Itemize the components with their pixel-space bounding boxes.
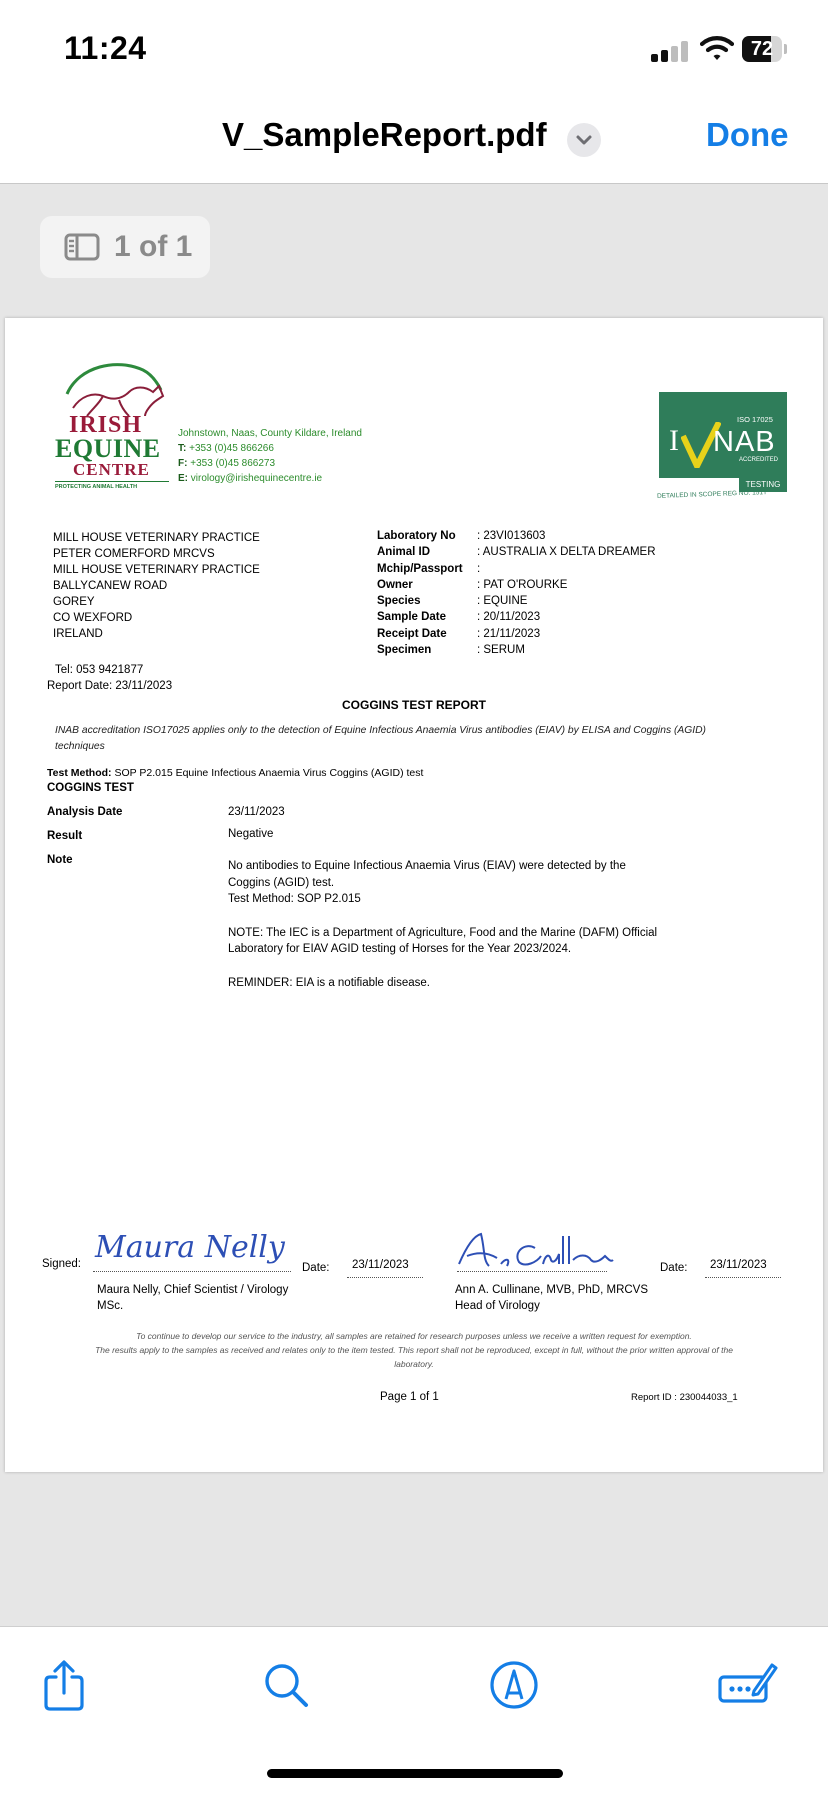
field-row: Sample Date : 20/11/2023 (377, 611, 541, 624)
lab-fax: +353 (0)45 866273 (190, 458, 276, 469)
client-phone: Tel: 053 9421877 (55, 664, 144, 676)
note-paragraph: NOTE: The IEC is a Department of Agriculture, Food and the Marine (DAFM) Official Laboratory for EIAV AGID testing of Horses for the Year 2023/2024. (228, 926, 658, 955)
document-title[interactable]: V_SampleReport.pdf (222, 116, 547, 153)
inab-reg: DETAILED IN SCOPE REG NO. 151T (656, 489, 768, 500)
battery-level: 72 (750, 38, 774, 60)
signatory2-name: Ann A. Cullinane, MVB, PhD, MRCVS (455, 1284, 649, 1296)
inab-note: INAB accreditation ISO17025 applies only to the detection of Equine Infectious Anaemia Virus antibodies (EIAV) by ELISA and Coggins (AGID) techniques (55, 725, 706, 752)
bottom-toolbar (0, 1626, 828, 1793)
lab-address: Johnstown, Naas, County Kildare, Ireland (178, 428, 362, 439)
edit-icon[interactable] (716, 1657, 772, 1713)
disclaimer-line: The results apply to the samples as received and relates only to the item tested. This report shall not be reproduced, except in full, without the prior written approval of the laboratory. (95, 1345, 733, 1369)
irish-equine-centre-logo (55, 356, 175, 496)
home-indicator (267, 1769, 563, 1778)
field-row: Animal ID : AUSTRALIA X DELTA DREAMER (377, 546, 656, 559)
chevron-down-icon[interactable] (567, 123, 601, 157)
inab-nab: NAB (713, 426, 776, 458)
signatory2-title: Head of Virology (455, 1300, 540, 1312)
signature-ann-cullinane (455, 1230, 615, 1274)
analysis-date-label: Analysis Date (47, 806, 123, 818)
report-date: Report Date: 23/11/2023 (47, 680, 173, 692)
logo-centre: CENTRE (73, 460, 150, 479)
status-time: 11:24 (64, 30, 147, 66)
client-line: PETER COMERFORD MRCVS (53, 548, 215, 560)
signatory1-name: Maura Nelly, Chief Scientist / Virology (97, 1284, 289, 1296)
logo-tagline: PROTECTING ANIMAL HEALTH (55, 484, 138, 490)
signatory1-qualification: MSc. (97, 1300, 124, 1312)
cellular-signal-icon (651, 40, 691, 62)
field-row: Receipt Date : 21/11/2023 (377, 627, 541, 640)
report-title: COGGINS TEST REPORT (341, 698, 486, 712)
date-label: Date: (302, 1262, 330, 1274)
search-icon[interactable] (258, 1657, 314, 1713)
inab-i: I (669, 424, 679, 457)
wifi-icon (700, 34, 734, 62)
signature1-date: 23/11/2023 (352, 1259, 409, 1271)
inab-accreditation-logo (657, 392, 795, 500)
inab-accredited: ACCREDITED (739, 457, 779, 463)
date-label: Date: (660, 1262, 688, 1274)
client-line: MILL HOUSE VETERINARY PRACTICE (53, 532, 260, 544)
client-line: GOREY (53, 596, 95, 608)
sidebar-icon (64, 233, 100, 261)
client-line: BALLYCANEW ROAD (53, 580, 168, 592)
sample-details (377, 530, 656, 660)
share-icon[interactable] (36, 1657, 92, 1713)
battery-icon (742, 36, 788, 62)
top-bar (0, 0, 828, 184)
signatory1 (97, 1282, 288, 1314)
note-paragraph: No antibodies to Equine Infectious Anaemia Virus (EIAV) were detected by the Coggins (AGID) test. (228, 860, 626, 889)
field-row: Owner : PAT O'ROURKE (377, 578, 568, 591)
client-line: IRELAND (53, 628, 103, 640)
disclaimer (75, 1329, 753, 1371)
field-row: Laboratory No : 23VI013603 (377, 530, 546, 542)
result-label: Result (47, 830, 83, 842)
page-count-label: 1 of 1 (114, 230, 193, 263)
field-row: Specimen : SERUM (377, 644, 525, 657)
section-heading: COGGINS TEST (47, 782, 134, 794)
logo-irish: IRISH (69, 412, 143, 438)
lab-email: virology@irishequinecentre.ie (190, 473, 323, 484)
result-value: Negative (228, 828, 274, 840)
analysis-date-value: 23/11/2023 (228, 806, 285, 818)
field-row: Mchip/Passport : (377, 562, 481, 575)
field-row: Species : EQUINE (377, 595, 528, 608)
pdf-page[interactable] (5, 318, 823, 1472)
client-line: MILL HOUSE VETERINARY PRACTICE (53, 564, 260, 576)
note-paragraph: REMINDER: EIA is a notifiable disease. (228, 976, 430, 989)
lab-phone: +353 (0)45 866266 (189, 443, 274, 454)
note-label: Note (47, 854, 73, 866)
disclaimer-line: To continue to develop our service to the industry, all samples are retained for research purposes unless we receive a written request for exemption. (136, 1331, 692, 1341)
test-method: Test Method: SOP P2.015 Equine Infectious Anaemia Virus Coggins (AGID) test (47, 767, 424, 779)
note-text (228, 858, 658, 1008)
page-indicator[interactable] (40, 216, 210, 278)
lab-contact: Johnstown, Naas, County Kildare, Ireland T: +353 (0)45 866266 F: +353 (0)45 866273 E: virology@irishequinecentre.ie (178, 428, 362, 484)
client-address (53, 530, 260, 642)
report-id: Report ID : 230044033_1 (631, 1392, 738, 1403)
horse-logo-icon (59, 356, 171, 418)
logo-equine: EQUINE (55, 434, 161, 463)
inab-iso: ISO 17025 (737, 415, 773, 424)
signed-label: Signed: (42, 1258, 82, 1270)
signatory2 (455, 1282, 648, 1314)
note-method: Test Method: SOP P2.015 (228, 893, 361, 905)
markup-icon[interactable] (486, 1657, 542, 1713)
signature2-date: 23/11/2023 (710, 1259, 767, 1271)
done-button[interactable]: Done (706, 116, 789, 153)
client-line: CO WEXFORD (53, 612, 133, 624)
page-number: Page 1 of 1 (380, 1391, 439, 1403)
signature-maura-nelly: Maura Nelly (95, 1230, 285, 1265)
inab-testing: TESTING (739, 478, 787, 492)
